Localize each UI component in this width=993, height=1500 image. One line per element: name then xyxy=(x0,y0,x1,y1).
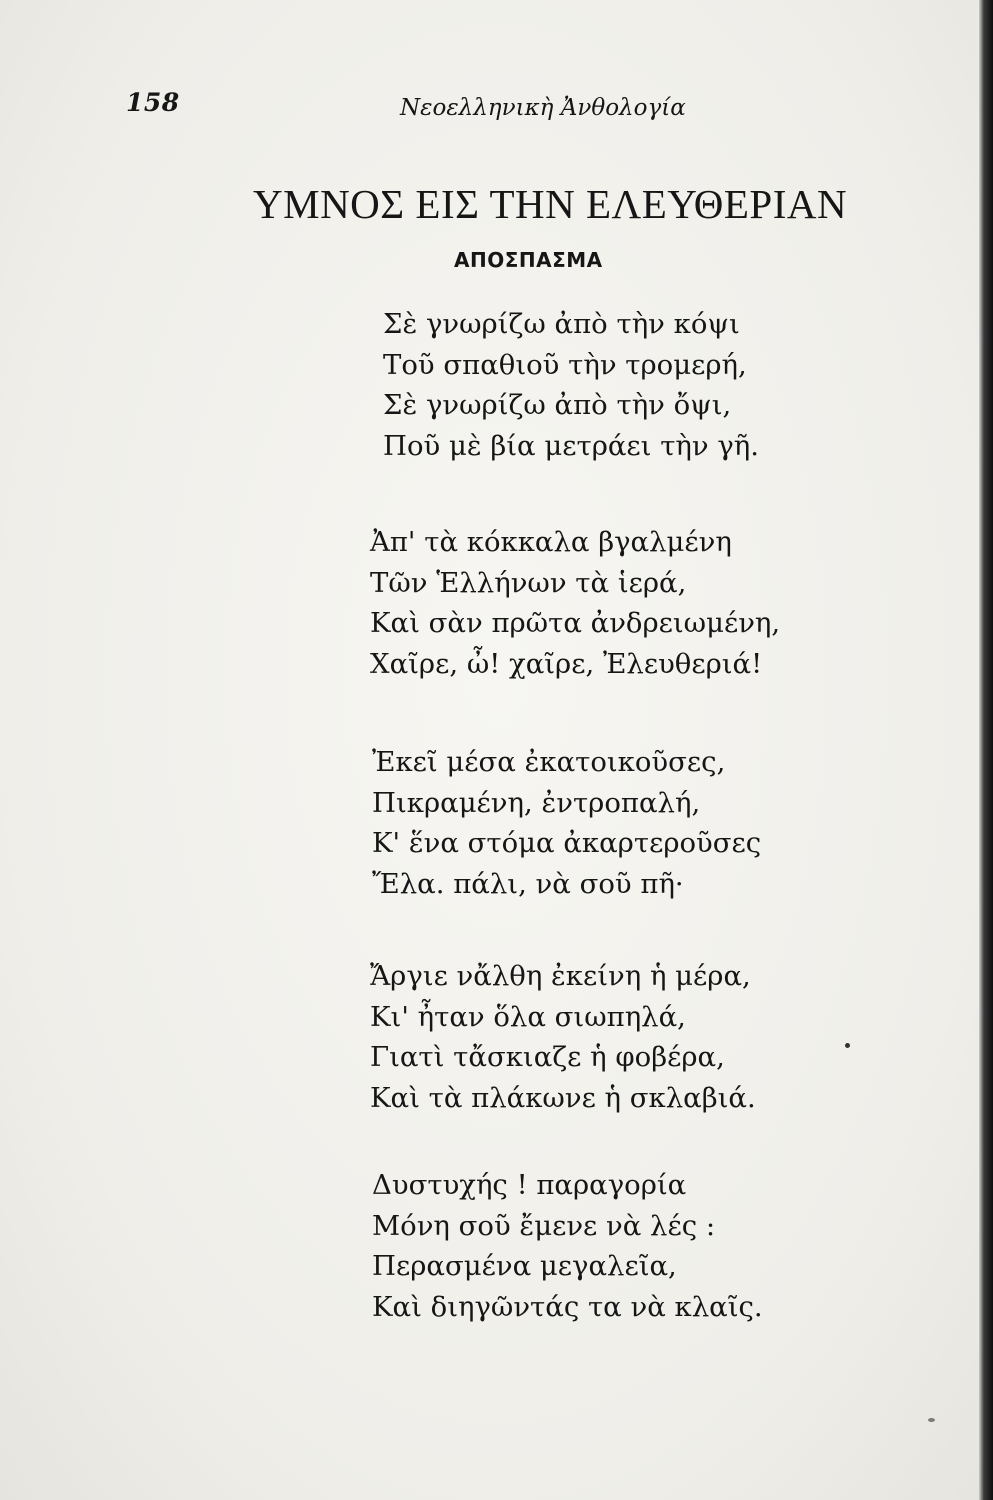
running-title: Νεοελληνικὴ Ἀνθολογία xyxy=(400,95,686,121)
page-edge-shadow xyxy=(979,0,993,1500)
stanza-2 xyxy=(370,522,780,684)
stanza-3 xyxy=(372,742,761,904)
verse-line: Μόνη σοῦ ἔμενε νὰ λές : xyxy=(372,1209,716,1242)
verse-line: Κ' ἕνα στόμα ἀκαρτεροῦσες xyxy=(372,827,762,859)
stanza-1 xyxy=(383,304,759,466)
verse-line: Καὶ τὰ πλάκωνε ἡ σκλαβιά. xyxy=(370,1081,756,1114)
verse-line: Ἔλα. πάλι, νὰ σοῦ πῆ· xyxy=(372,867,684,900)
verse-line: Ἄργιε νἄλθη ἐκείνη ἡ μέρα, xyxy=(370,960,751,992)
verse-line: Τῶν Ἑλλήνων τὰ ἱερά, xyxy=(370,566,687,599)
page-number: 158 xyxy=(126,88,180,117)
verse-line: Ποῦ μὲ βία μετράει τὴν γῆ. xyxy=(383,429,760,462)
stanza-5 xyxy=(372,1165,763,1327)
ink-speck xyxy=(845,1043,850,1048)
poem-subtitle: ΑΠΟΣΠΑΣΜΑ xyxy=(454,248,603,272)
verse-line: Ἀπ' τὰ κόκκαλα βγαλμένη xyxy=(370,526,732,558)
verse-line: Τοῦ σπαθιοῦ τὴν τρομερή, xyxy=(383,348,747,381)
poem-title: ΥΜΝΟΣ ΕΙΣ ΤΗΝ ΕΛΕΥΘΕΡΙΑΝ xyxy=(253,181,848,227)
verse-line: Ἐκεῖ μέσα ἐκατοικοῦσες, xyxy=(372,746,726,778)
verse-line: Κι' ἦταν ὅλα σιωπηλά, xyxy=(370,1000,686,1033)
verse-line: Χαῖρε, ὦ! χαῖρε, Ἐλευθεριά! xyxy=(370,647,763,680)
stanza-4 xyxy=(370,956,756,1118)
verse-line: Περασμένα μεγαλεῖα, xyxy=(372,1250,677,1282)
verse-line: Δυστυχής ! παραγορία xyxy=(372,1169,687,1201)
verse-line: Σὲ γνωρίζω ἀπὸ τὴν ὄψι, xyxy=(383,389,732,421)
verse-line: Γιατὶ τἄσκιαζε ἡ φοβέρα, xyxy=(370,1041,725,1073)
verse-line: Σὲ γνωρίζω ἀπὸ τὴν κόψι xyxy=(383,308,740,340)
verse-line: Καὶ σὰν πρῶτα ἀνδρειωμένη, xyxy=(370,607,781,639)
verse-line: Πικραμένη, ἐντροπαλή, xyxy=(372,786,701,819)
verse-line: Καὶ διηγῶντάς τα νὰ κλαῖς. xyxy=(372,1290,763,1323)
ink-speck xyxy=(928,1418,935,1422)
